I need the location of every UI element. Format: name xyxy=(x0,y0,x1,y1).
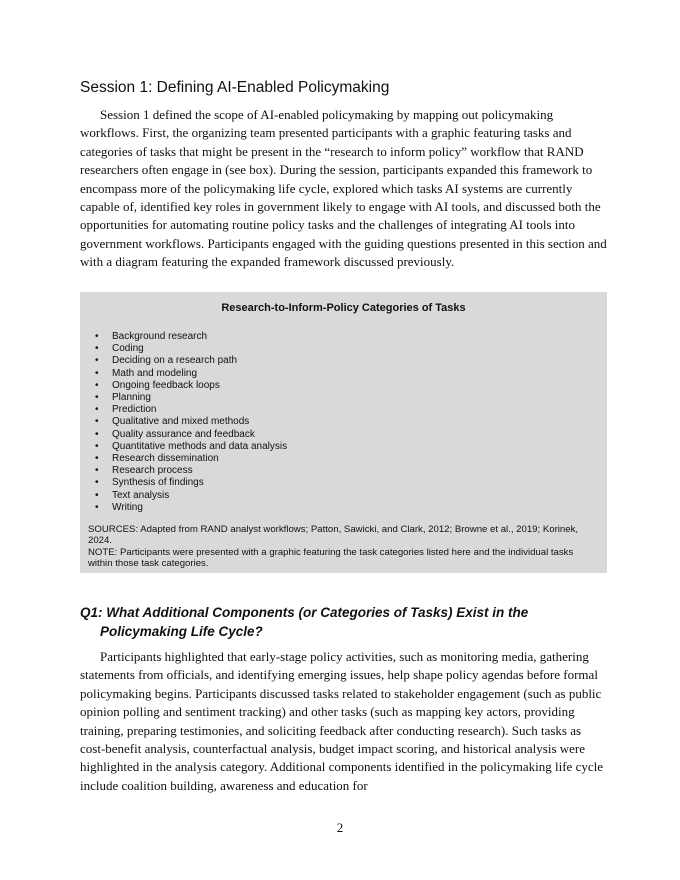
question-heading: Q1: What Additional Components (or Categories of Tasks) Exist in the Policymaking Life Cycle? xyxy=(80,605,529,639)
list-item: • Text analysis xyxy=(95,489,170,501)
list-item: • Writing xyxy=(95,501,143,513)
task-category-list xyxy=(88,331,599,514)
bullet-icon: • xyxy=(95,489,99,501)
bullet-icon: • xyxy=(95,416,99,428)
bullet-icon: • xyxy=(95,440,99,452)
bullet-icon: • xyxy=(95,404,99,416)
list-item: • Background research xyxy=(95,331,208,342)
bullet-icon: • xyxy=(95,428,99,440)
list-item: • Prediction xyxy=(95,404,157,416)
bullet-icon: • xyxy=(95,501,99,513)
bullet-icon: • xyxy=(95,465,99,477)
bullet-icon: • xyxy=(95,355,99,367)
list-item: • Research process xyxy=(95,465,193,477)
box-sources: SOURCES: Adapted from RAND analyst workflows; Patton, Sawicki, and Clark, 2012; Browne et al., 2019; Korinek, 2024. xyxy=(88,524,579,547)
list-item: • Synthesis of findings xyxy=(95,477,204,489)
list-item: • Quality assurance and feedback xyxy=(95,428,255,440)
list-item: • Deciding on a research path xyxy=(95,355,238,367)
bullet-icon: • xyxy=(95,453,99,465)
bullet-icon: • xyxy=(95,477,99,489)
list-item: • Quantitative methods and data analysis xyxy=(95,440,288,452)
bullet-icon: • xyxy=(95,379,99,391)
body-paragraph-1: Session 1 defined the scope of AI-enabled policymaking by mapping out policymaking workflows. First, the organizing team presented participants with a graphic featuring tasks and categories of tasks that might be present in the “research to inform policy” workflow that RAND researchers often engage in (see box). During the session, participants expanded this framework to encompass more of the policymaking life cycle, explored which tasks AI systems are currently capable of, identified key roles in government likely to engage with AI tools, and discussed both the opportunities for automating routine policy tasks and the challenges of integrating AI tools into government workflows. Participants engaged with the guiding questions presented in this section and with a diagram featuring the expanded framework discussed previously. xyxy=(80,107,607,270)
box-note: NOTE: Participants were presented with a graphic featuring the task categories listed here and the individual tasks within those task categories. xyxy=(88,546,574,570)
box-title: Research-to-Inform-Policy Categories of Tasks xyxy=(221,302,466,314)
box-notes xyxy=(88,524,599,570)
list-item: • Research dissemination xyxy=(95,453,219,465)
bullet-icon: • xyxy=(95,331,99,342)
bullet-icon: • xyxy=(95,343,99,355)
list-item: • Ongoing feedback loops xyxy=(95,379,220,391)
task-categories-box xyxy=(80,292,607,573)
bullet-icon: • xyxy=(95,367,99,379)
list-item: • Coding xyxy=(95,343,144,355)
page-number: 2 xyxy=(336,820,344,835)
list-item: • Math and modeling xyxy=(95,367,198,379)
list-item: • Planning xyxy=(95,392,151,404)
section-heading: Session 1: Defining AI-Enabled Policymaking xyxy=(80,79,390,96)
list-item: • Qualitative and mixed methods xyxy=(95,416,250,428)
body-paragraph-2: Participants highlighted that early-stage policy activities, such as monitoring media, gathering statements from officials, and identifying emerging issues, help shape policy agendas before formal policymaking begins. Participants discussed tasks related to stakeholder engagement (such as public opinion polling and sentiment tracking) and other tasks (such as mapping key actors, providing training, preparing testimonies, and soliciting feedback after conducting research). Such tasks as cost-benefit analysis, counterfactual analysis, budget impact scoring, and historical analysis were highlighted in the analysis category. Additional components identified in the policymaking life cycle include coalition building, awareness and education for xyxy=(80,649,604,793)
bullet-icon: • xyxy=(95,392,99,404)
